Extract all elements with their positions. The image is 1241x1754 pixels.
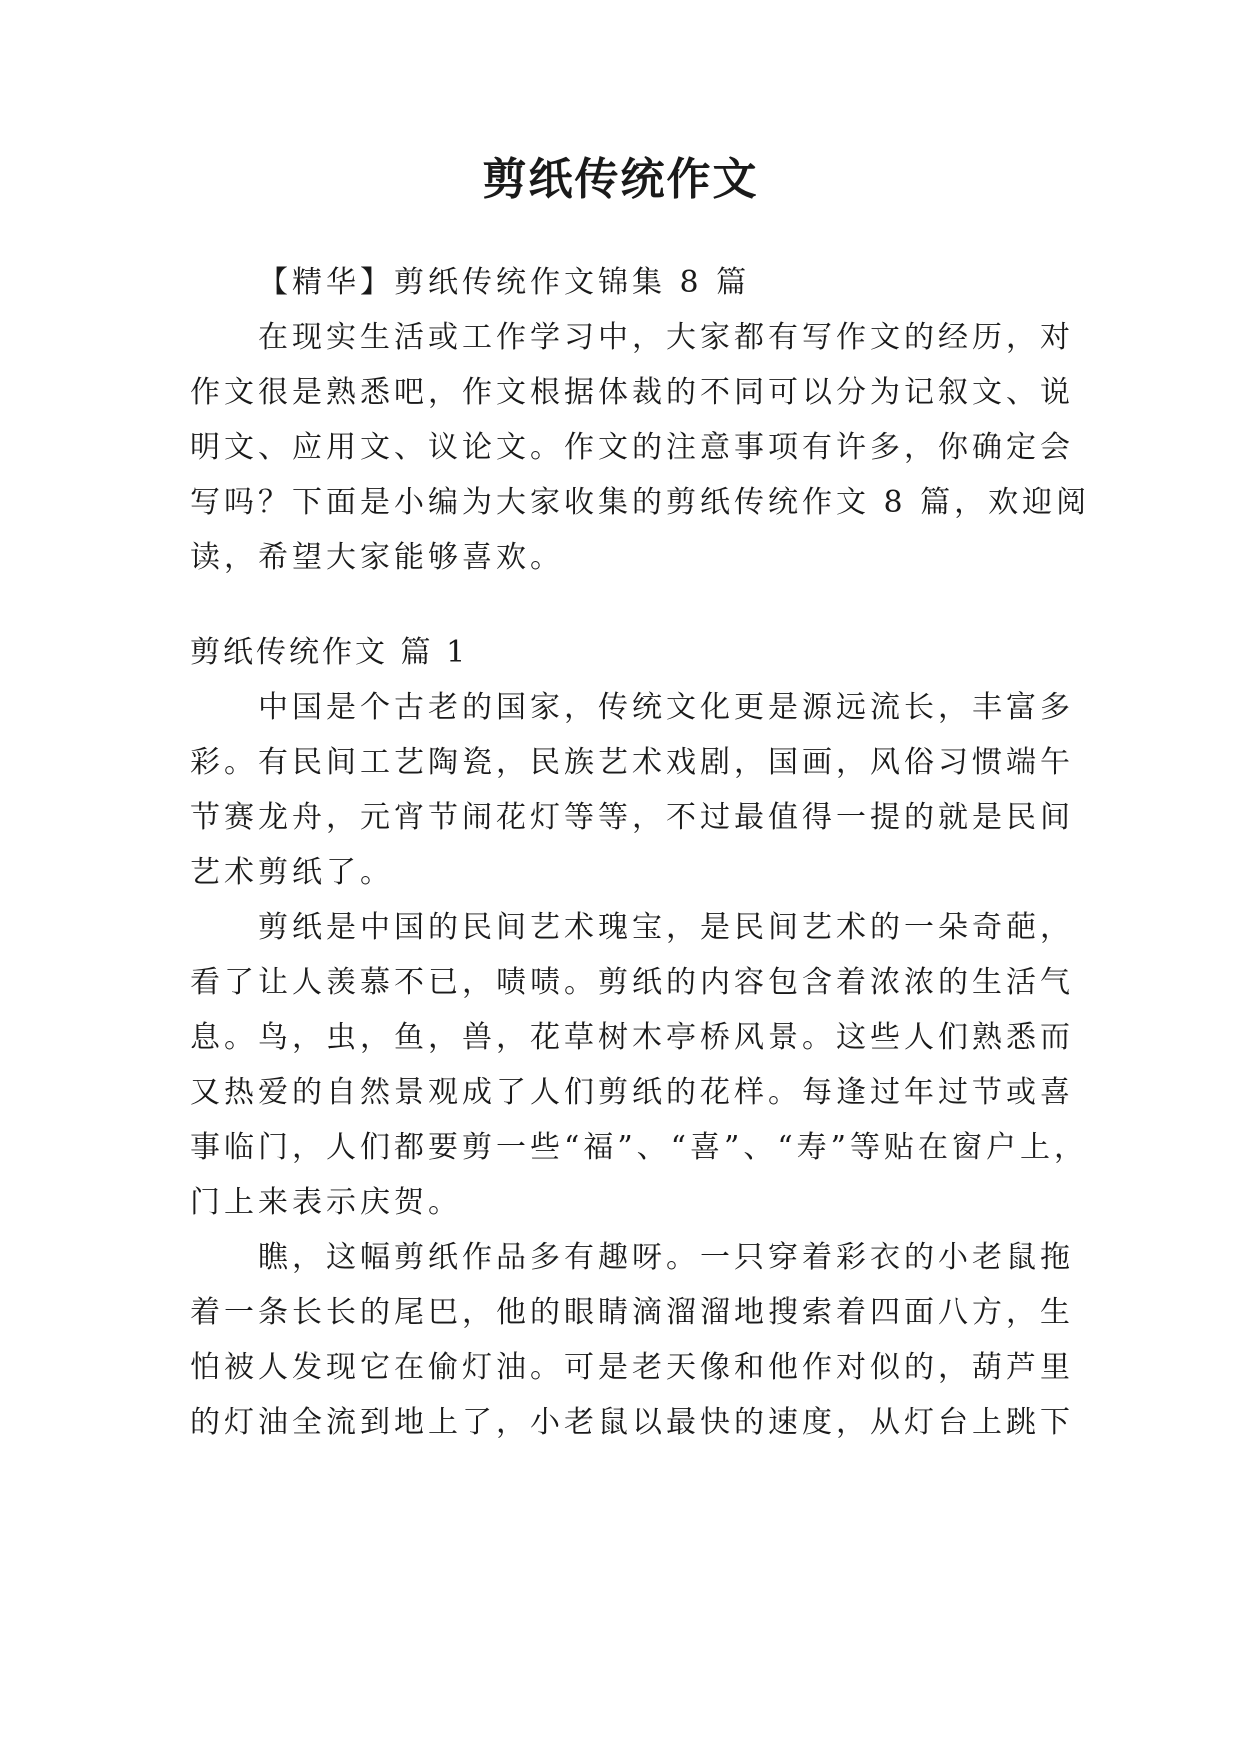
paragraph-line: 事临门，人们都要剪一些“福”、“喜”、“寿”等贴在窗户上， [190,1130,1089,1165]
paragraph-line: 着一条长长的尾巴，他的眼睛滴溜溜地搜索着四面八方，生 [190,1295,1074,1330]
paragraph-line: 息。鸟，虫，鱼，兽，花草树木亭桥风景。这些人们熟悉而 [190,1020,1074,1055]
paragraph-line: 剪纸是中国的民间艺术瑰宝，是民间艺术的一朵奇葩， [258,910,1074,945]
paragraph-line: 节赛龙舟，元宵节闹花灯等等，不过最值得一提的就是民间 [190,800,1074,835]
paragraph-line: 门上来表示庆贺。 [190,1185,462,1220]
intro-line: 写吗？下面是小编为大家收集的剪纸传统作文 8 篇，欢迎阅 [190,485,1091,520]
paragraph-line: 瞧，这幅剪纸作品多有趣呀。一只穿着彩衣的小老鼠拖 [258,1240,1074,1275]
paragraph-line: 彩。有民间工艺陶瓷，民族艺术戏剧，国画，风俗习惯端午 [190,745,1074,780]
paragraph-line: 中国是个古老的国家，传统文化更是源远流长，丰富多 [258,690,1074,725]
paragraph-line: 的灯油全流到地上了，小老鼠以最快的速度，从灯台上跳下 [190,1405,1074,1440]
section-heading: 剪纸传统作文 篇 1 [190,635,469,670]
intro-line: 在现实生活或工作学习中，大家都有写作文的经历，对 [258,320,1074,355]
paragraph-line: 怕被人发现它在偷灯油。可是老天像和他作对似的，葫芦里 [190,1350,1074,1385]
paragraph-line: 艺术剪纸了。 [190,855,394,890]
intro-line: 明文、应用文、议论文。作文的注意事项有许多，你确定会 [190,430,1074,465]
paragraph-line: 看了让人羡慕不已，啧啧。剪纸的内容包含着浓浓的生活气 [190,965,1074,1000]
document-subtitle: 【精华】剪纸传统作文锦集 8 篇 [258,265,751,300]
intro-line: 作文很是熟悉吧，作文根据体裁的不同可以分为记叙文、说 [190,375,1074,410]
intro-line: 读，希望大家能够喜欢。 [190,540,564,575]
paragraph-line: 又热爱的自然景观成了人们剪纸的花样。每逢过年过节或喜 [190,1075,1074,1110]
document-title: 剪纸传统作文 [482,154,759,205]
